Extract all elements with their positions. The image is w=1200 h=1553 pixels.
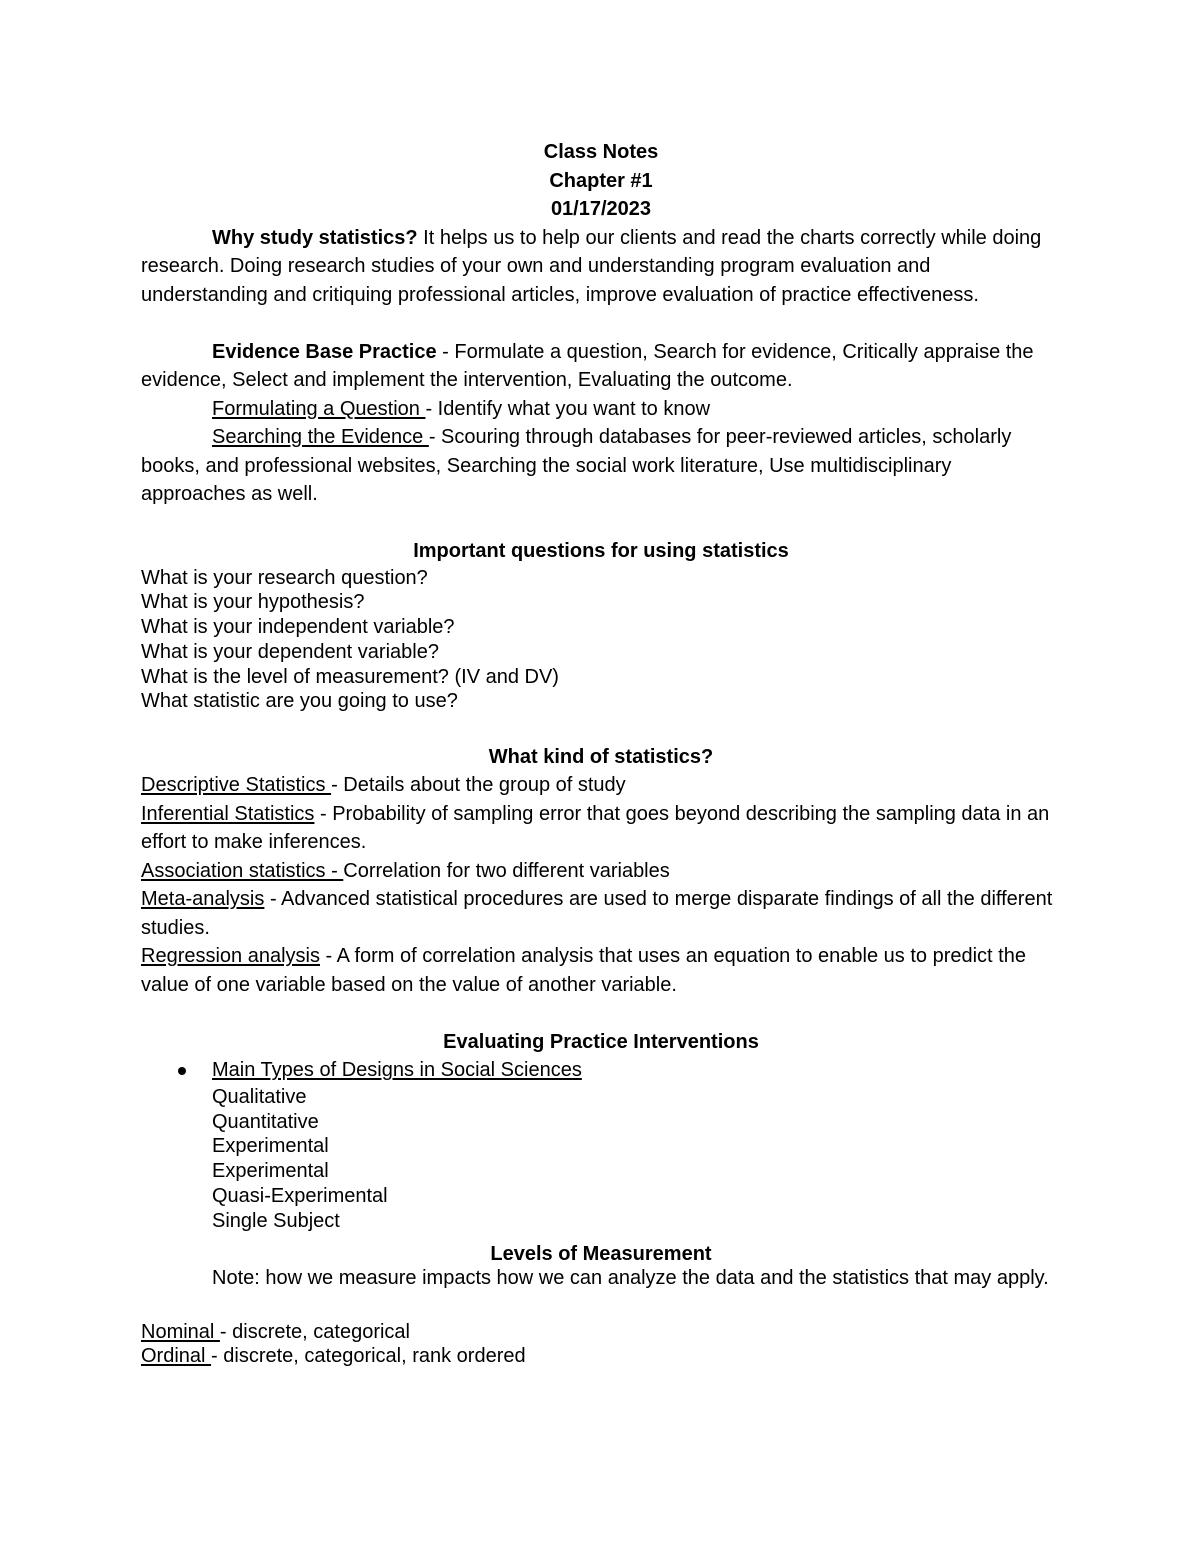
formulating-text: - Identify what you want to know	[425, 397, 711, 420]
why-study-label: Why study statistics?	[212, 226, 418, 249]
kind-term: Association statistics -	[141, 859, 344, 882]
ebp-label: Evidence Base Practice	[212, 340, 437, 363]
question-item: What is your dependent variable?	[141, 640, 439, 663]
doc-chapter: Chapter #1	[549, 169, 653, 192]
ebp-text: - Formulate a question, Search for evidence, Critically appraise the evidence, Select and implement the intervention, Evaluating the outcome.	[141, 340, 1034, 391]
kind-item	[141, 771, 1061, 800]
searching-text: - Scouring through databases for peer-reviewed articles, scholarly books, and professional websites, Searching the social work literature, Use multidisciplinary approaches as well.	[141, 426, 1012, 505]
design-item: Experimental	[212, 1135, 329, 1158]
level-desc: - discrete, categorical, rank ordered	[211, 1345, 526, 1368]
bullet-dot-icon	[178, 1067, 186, 1075]
kind-term: Inferential Statistics	[141, 802, 315, 825]
kind-item	[141, 942, 1061, 999]
design-item: Experimental	[212, 1160, 329, 1183]
important-questions-heading: Important questions for using statistics	[413, 540, 789, 562]
formulating-paragraph	[141, 395, 1061, 424]
formulating-label: Formulating a Question	[212, 397, 426, 420]
design-item: Qualitative	[212, 1085, 307, 1108]
kinds-heading: What kind of statistics?	[488, 745, 714, 768]
ebp-paragraph	[141, 338, 1061, 395]
kind-term: Descriptive Statistics	[141, 774, 332, 797]
evaluating-heading: Evaluating Practice Interventions	[443, 1030, 759, 1053]
kind-desc: Correlation for two different variables	[343, 859, 670, 882]
level-item	[141, 1344, 1061, 1369]
designs-bullet	[141, 1056, 1061, 1085]
designs-list	[141, 1085, 1061, 1234]
design-item: Single Subject	[212, 1209, 340, 1232]
document-page	[141, 138, 1061, 1369]
searching-label: Searching the Evidence	[212, 426, 429, 448]
doc-title: Class Notes	[543, 141, 659, 163]
designs-bullet-label: Main Types of Designs in Social Sciences	[212, 1059, 582, 1082]
kind-desc: - Advanced statistical procedures are used to merge disparate findings of all the different studies.	[141, 888, 1053, 939]
why-study-text: It helps us to help our clients and read the charts correctly while doing research. Doing research studies of your own and understanding program evaluation and understanding and critiquing professional articles, improve evaluation of practice effectiveness.	[141, 226, 1042, 306]
important-questions-list	[141, 566, 1061, 715]
level-term: Ordinal	[141, 1345, 212, 1368]
question-item: What is your hypothesis?	[141, 591, 365, 614]
levels-heading: Levels of Measurement	[490, 1242, 712, 1265]
why-study-paragraph	[141, 224, 1061, 310]
design-item: Quasi-Experimental	[212, 1184, 388, 1207]
kind-desc: - Details about the group of study	[331, 774, 626, 797]
doc-date: 01/17/2023	[550, 198, 652, 220]
kind-term: Regression analysis	[141, 945, 320, 968]
levels-list	[141, 1320, 1061, 1370]
kind-term: Meta-analysis	[141, 888, 265, 911]
kind-item	[141, 857, 1061, 886]
levels-note: Note: how we measure impacts how we can analyze the data and the statistics that may apply.	[212, 1267, 1049, 1290]
kind-desc: - Probability of sampling error that goes beyond describing the sampling data in an effort to make inferences.	[141, 802, 1050, 854]
design-item: Quantitative	[212, 1110, 319, 1133]
question-item: What statistic are you going to use?	[141, 690, 458, 713]
kind-item	[141, 885, 1061, 942]
level-desc: - discrete, categorical	[219, 1320, 410, 1343]
level-term: Nominal	[141, 1320, 220, 1343]
kind-desc: - A form of correlation analysis that uses an equation to enable us to predict the value of one variable based on the value of another variable.	[141, 945, 1026, 996]
kind-item	[141, 800, 1061, 857]
question-item: What is your independent variable?	[141, 616, 455, 639]
level-item	[141, 1320, 1061, 1345]
searching-paragraph	[141, 423, 1061, 509]
question-item: What is your research question?	[141, 566, 428, 589]
question-item: What is the level of measurement? (IV and DV)	[141, 665, 559, 688]
